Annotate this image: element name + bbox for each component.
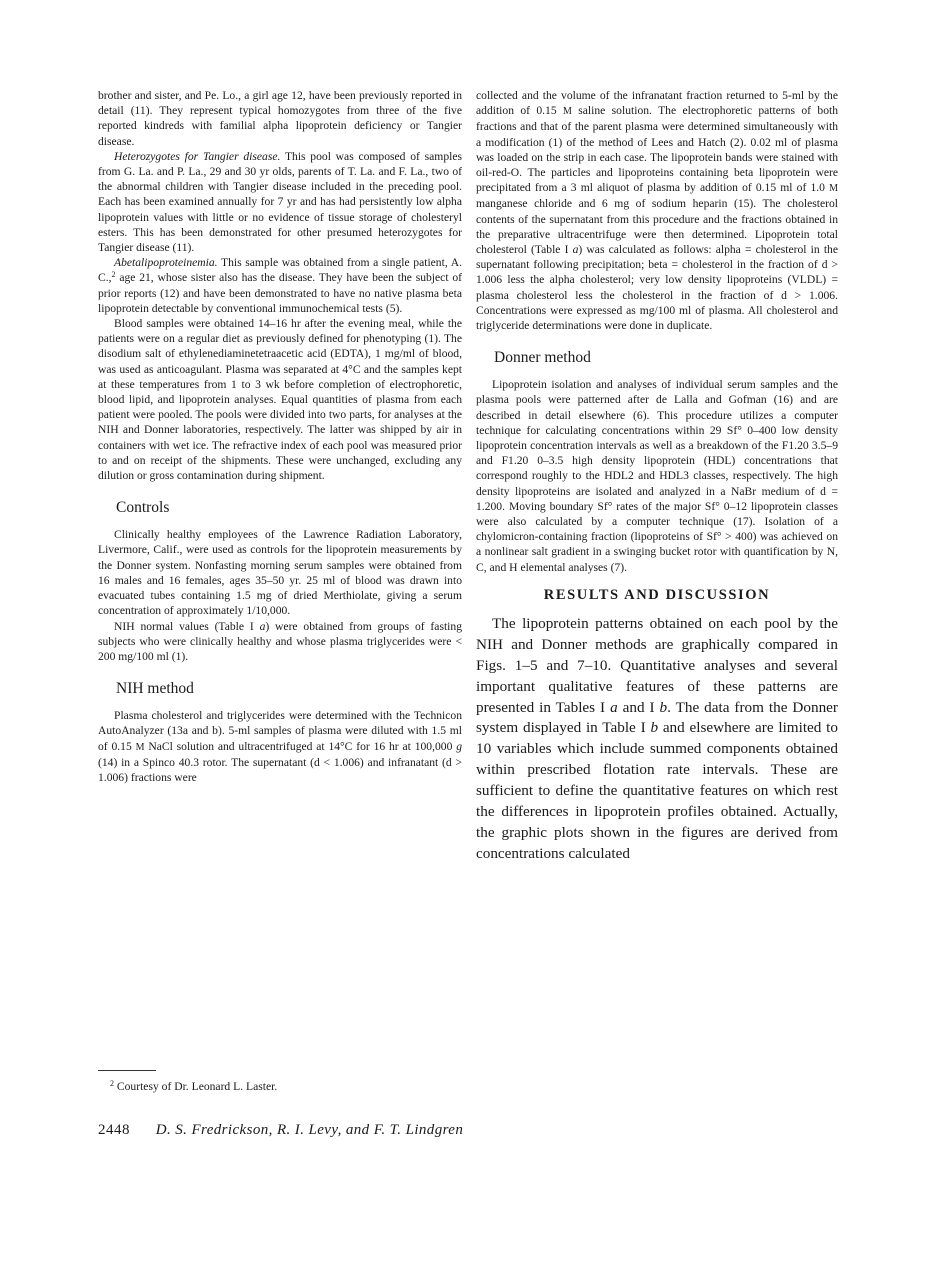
section-heading: NIH method <box>116 680 194 698</box>
footnote <box>110 1080 277 1094</box>
italic-text: a <box>610 698 618 716</box>
paragraph <box>98 619 462 665</box>
paragraph-text: age 21, whose sister also has the disease. They have been the subject of prior reports (12) and have been demonstrated to have no native plasma beta lipoprotein detectable by conventional immunochemical tests (5). <box>98 271 462 315</box>
section-heading: RESULTS AND DISCUSSION <box>543 586 771 603</box>
paragraph <box>98 708 462 785</box>
paragraph-text: collected and the volume of the infranatant fraction returned to 5-ml by the addition of 0.15 <box>476 89 838 118</box>
footnote-marker: 2 <box>110 1079 114 1088</box>
paragraph-heading: Heterozygotes for Tangier disease. <box>114 149 281 163</box>
paragraph-text: ) were obtained from groups of fasting subjects who were clinically healthy and whose plasma triglycerides were < 200 mg/100 ml (1). <box>98 619 462 663</box>
paragraph-text: NaCl solution and ultracentrifuged at 14°C for 16 hr at 100,000 <box>144 739 457 753</box>
italic-text: a <box>259 619 266 633</box>
footnote-ref: 2 <box>111 270 116 280</box>
italic-text: b <box>650 719 659 737</box>
paragraph: Lipoprotein isolation and analyses of individual serum samples and the plasma pools were patterned after de Lalla and Gofman (16) and are described in detail elsewhere (6). This procedure utilizes a computer technique for calculating concentrations within 29 Sf° 0–400 low density lipoprotein concentration intervals as well as a breakdown of the F1.20 3.5–9 and F1.20 0–3.5 high density lipoprotein (HDL) concentrations that correspond roughly to the HDL2 and HDL3 classes, respectively. The high density lipoproteins are isolated and analyzed in a NaBr medium of d = 1.200. Moving boundary Sf° rates of the major Sf° 0–12 lipoprotein classes were also calculated by a computer technique (17). Isolation of a chylomicron-containing fraction (lipoproteins of Sf° > 400) was achieved on a nonlinear salt gradient in a swinging bucket rotor with quantification by N, C, and H elemental analyses (7). <box>476 378 838 574</box>
paragraph <box>476 88 838 333</box>
paragraph-text: and elsewhere are limited to 10 variables which include summed components obtained within prescribed flotation rate intervals. These are sufficient to define the quantitative features on which rest the differences in lipoprotein profiles obtained. Actually, the graphic plots shown in the figures are derived from concentrations calculated <box>476 719 838 862</box>
paragraph: brother and sister, and Pe. Lo., a girl age 12, have been previously reported in detail (11). They represent typical homozygotes from three of the five reported kindreds with familial alpha lipoprotein deficiency or Tangier disease. <box>98 89 462 148</box>
paragraph-heading: Abetalipoproteinemia. <box>114 256 218 270</box>
paragraph-text: Plasma cholesterol and triglycerides were determined with the Technicon AutoAnalyzer (13a and b). 5-ml samples of plasma were diluted with 1.5 ml of 0.15 <box>98 709 462 753</box>
paragraph: Clinically healthy employees of the Lawrence Radiation Laboratory, Livermore, Calif., were used as controls for the lipoprotein measurements by the Donner system. Nonfasting morning serum samples were obtained from 16 males and 16 females, ages 35–50 yr. 25 ml of blood was drawn into evacuated tubes containing 1.5 mg of dried Merthiolate, giving a serum concentration of approximately 1/10,000. <box>98 528 462 618</box>
paragraph-text: ) was calculated as follows: alpha = cholesterol in the supernatant following precipitation; beta = cholesterol in the fraction of d > 1.006 less the alpha cholesterol; very low density lipoproteins (VLDL) = plasma cholesterol less the cholesterol in the fraction of d > 1.006. Concentrations were expressed as mg/100 ml of plasma. All cholesterol and triglyceride determinations were done in duplicate. <box>476 243 838 333</box>
paragraph <box>98 149 462 255</box>
unit-molar: M <box>563 106 572 118</box>
footnote-divider <box>98 1070 156 1071</box>
paragraph-text: This pool was composed of samples from G. La. and P. La., 29 and 30 yr olds, parents of T. La. and F. La., two of the abnormal children with Tangier disease included in the preceding pool. Each has been examined annually for 7 yr and has had persistently low alpha lipoprotein values with little or no evidence of tissue storage of cholesteryl esters. This has been demonstrated for other presumed heterozygotes for Tangier disease (11). <box>98 149 462 255</box>
paragraph-text: . The data from the Donner system displayed in Table I <box>476 698 838 737</box>
paragraph-text: and I <box>617 698 660 716</box>
paragraph-text: saline solution. The electrophoretic patterns of both fractions and that of the parent plasma were determined simultaneously with a modification (1) of the method of Lees and Hatch (2). 0.02 ml of plasma was loaded on the strip in each case. The lipoprotein bands were stained with oil-red-O. The particles and lipoproteins containing beta lipoprotein were precipitated from a 3 ml aliquot of plasma by addition of 0.15 ml of 1.0 <box>476 104 839 195</box>
italic-text: g <box>456 739 462 753</box>
italic-text: a <box>572 243 579 257</box>
paragraph-text: This sample was obtained from a single patient, A. C., <box>98 256 462 285</box>
author-line: D. S. Fredrickson, R. I. Levy, and F. T. Lindgren <box>155 1122 464 1138</box>
page-footer <box>98 1121 838 1140</box>
page-number: 2448 <box>98 1122 130 1138</box>
left-column <box>98 88 462 785</box>
paragraph-text: (14) in a Spinco 40.3 rotor. The supernatant (d < 1.006) and infranatant (d > 1.006) fractions were <box>98 755 462 784</box>
paragraph: Blood samples were obtained 14–16 hr after the evening meal, while the patients were on a regular diet as previously defined for phenotyping (1). The disodium salt of ethylenediaminetetraacetic acid (EDTA), 1 mg/ml of blood, was used as anticoagulant. Plasma was separated at 4°C and the samples kept at these temperatures from 1 to 3 wk before completion of electrophoretic, blood lipid, and lipoprotein analyses. Equal quantities of plasma from each patient were pooled. The pools were divided into two parts, for analyses at the NIH and Donner laboratories, respectively. The latter was shipped by air in containers with wet ice. The refractive index of each pool was measured prior to and on receipt of the shipments. These were unchanged, excluding any dilution or gross contamination during shipment. <box>98 317 462 483</box>
paragraph-text: The lipoprotein patterns obtained on each pool by the NIH and Donner methods are graphically compared in Figs. 1–5 and 7–10. Quantitative analyses and several important qualitative features of these patterns are presented in Tables I <box>476 614 838 716</box>
paragraph <box>98 255 462 316</box>
unit-molar: M <box>829 183 838 195</box>
italic-text: b <box>659 698 668 716</box>
footnote-text: Courtesy of Dr. Leonard L. Laster. <box>114 1080 278 1093</box>
paragraph-text: NIH normal values (Table I <box>114 619 260 633</box>
section-heading: Donner method <box>494 349 591 367</box>
unit-molar: M <box>135 741 145 753</box>
paragraph <box>476 614 838 865</box>
paragraph-text: manganese chloride and 6 mg of sodium heparin (15). The cholesterol contents of the supernatant from this procedure and the fractions obtained in the preparative ultracentrifuge were then determined. Lipoprotein total cholesterol (Table I <box>476 197 838 257</box>
section-heading: Controls <box>116 499 170 517</box>
right-column <box>476 88 838 865</box>
